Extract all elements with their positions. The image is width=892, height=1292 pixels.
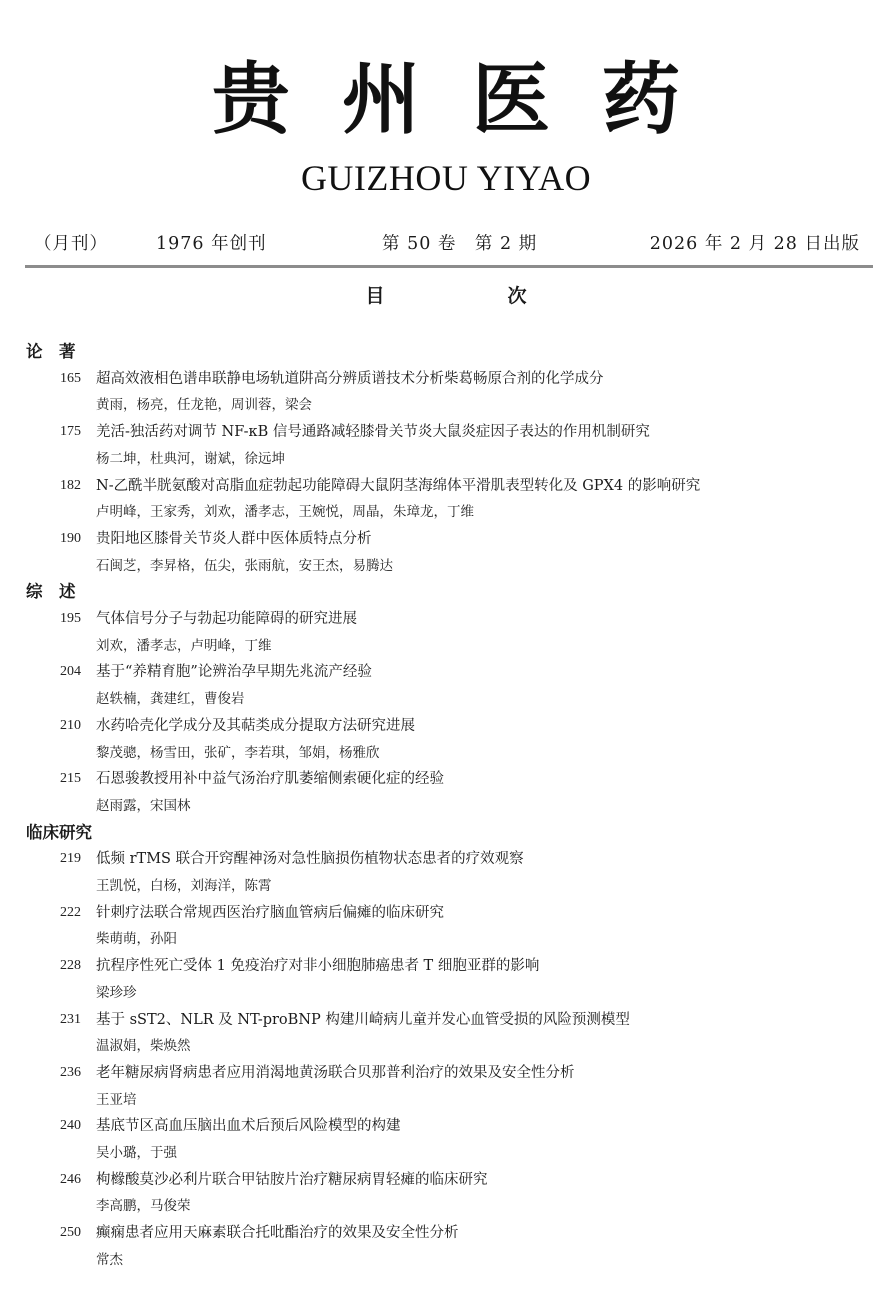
article-title: 基于“养精育胞”论辨治孕早期先兆流产经验 (96, 664, 372, 681)
issue-info-line (34, 231, 860, 257)
article-page-number: 195 (60, 611, 81, 626)
article-authors: 温淑娟，柴焕然 (96, 1038, 191, 1055)
article-authors: 石闽芝，李昇格，伍尖，张雨航，安王杰，易腾达 (96, 557, 393, 574)
article-authors: 常杰 (96, 1251, 123, 1268)
header-divider (25, 265, 873, 268)
article-title: 基于 sST2、NLR 及 NT-proBNP 构建川崎病儿童并发心血管受损的风险预测模型 (96, 1011, 630, 1028)
article-title: 基底节区高血压脑出血术后预后风险模型的构建 (96, 1118, 401, 1135)
article-page-number: 190 (60, 530, 81, 546)
article-page-number: 165 (60, 370, 81, 386)
publication-date-label: 2026 年 2 月 28 日出版 (649, 234, 860, 254)
article-page-number: 228 (60, 958, 81, 974)
article-title: 水药哈壳化学成分及其萜类成分提取方法研究进展 (96, 717, 415, 734)
article-authors: 赵轶楠，龚建红，曹俊岩 (96, 691, 245, 708)
volume-issue-label: 第 50 卷 第 2 期 (382, 234, 538, 254)
article-page-number: 236 (60, 1064, 81, 1080)
article-authors: 杨二坤，杜典河，谢斌，徐远坤 (96, 450, 285, 467)
article-title: 气体信号分子与勃起功能障碍的研究进展 (96, 611, 357, 627)
article-title: 抗程序性死亡受体 1 免疫治疗对非小细胞肺癌患者 T 细胞亚群的影响 (96, 958, 540, 975)
article-page-number: 231 (60, 1011, 81, 1027)
article-authors: 梁珍珍 (96, 984, 137, 1001)
frequency-label: （月刊） (34, 234, 108, 254)
article-page-number: 250 (60, 1225, 81, 1241)
article-page-number: 215 (60, 771, 81, 787)
article-authors: 柴萌萌，孙阳 (96, 931, 177, 948)
article-title: 石恩骏教授用补中益气汤治疗肌萎缩侧索硬化症的经验 (96, 771, 444, 788)
article-authors: 黎茂骢，杨雪田，张矿，李若琪，邹娟，杨雅欣 (96, 744, 380, 761)
article-authors: 王凯悦，白杨，刘海洋，陈霄 (96, 878, 272, 894)
article-title: 超高效液相色谱串联静电场轨道阱高分辨质谱技术分析柴葛畅原合剂的化学成分 (96, 370, 604, 387)
article-title: N-乙酰半胱氨酸对高脂血症勃起功能障碍大鼠阴茎海绵体平滑肌表型转化及 GPX4 的影响研究 (96, 477, 701, 494)
article-title: 贵阳地区膝骨关节炎人群中医体质特点分析 (96, 530, 372, 547)
article-title: 针刺疗法联合常规西医治疗脑血管病后偏瘫的临床研究 (96, 904, 444, 921)
journal-title-chinese: 贵州医药 (211, 54, 732, 145)
article-page-number: 204 (60, 664, 81, 680)
journal-title-english: GUIZHOU YIYAO (300, 158, 592, 198)
article-authors: 吴小璐，于强 (96, 1145, 177, 1161)
article-page-number: 175 (60, 424, 81, 440)
section-heading: 综 述 (26, 582, 76, 602)
section-heading: 论 著 (26, 342, 76, 361)
article-authors: 赵雨露，宋国林 (96, 797, 191, 814)
article-page-number: 246 (60, 1171, 81, 1187)
article-title: 枸橼酸莫沙必利片联合甲钴胺片治疗糖尿病胃轻瘫的临床研究 (96, 1171, 488, 1188)
article-authors: 王亚培 (96, 1091, 137, 1108)
article-page-number: 222 (60, 904, 81, 920)
article-authors: 刘欢，潘孝志，卢明峰，丁维 (96, 637, 272, 654)
contents-heading: 目 次 (365, 285, 579, 307)
article-page-number: 210 (60, 717, 81, 733)
founded-label: 1976 年创刊 (156, 234, 267, 254)
article-title: 老年糖尿病肾病患者应用消渴地黄汤联合贝那普利治疗的效果及安全性分析 (96, 1064, 575, 1081)
article-authors: 李高鹏，马俊荣 (96, 1198, 191, 1215)
article-title: 羌活-独活药对调节 NF-κB 信号通路减轻膝骨关节炎大鼠炎症因子表达的作用机制研究 (96, 424, 650, 441)
article-page-number: 219 (60, 851, 81, 867)
article-title: 癫痫患者应用天麻素联合托吡酯治疗的效果及安全性分析 (96, 1225, 459, 1242)
section-heading: 临床研究 (26, 822, 92, 842)
article-page-number: 240 (60, 1118, 81, 1134)
article-title: 低频 rTMS 联合开窍醒神汤对急性脑损伤植物状态患者的疗效观察 (96, 851, 524, 868)
article-page-number: 182 (60, 477, 81, 493)
article-authors: 卢明峰，王家秀，刘欢，潘孝志，王婉悦，周晶，朱璋龙，丁维 (96, 504, 474, 521)
article-authors: 黄雨，杨亮，任龙艳，周训蓉，梁会 (96, 397, 312, 414)
